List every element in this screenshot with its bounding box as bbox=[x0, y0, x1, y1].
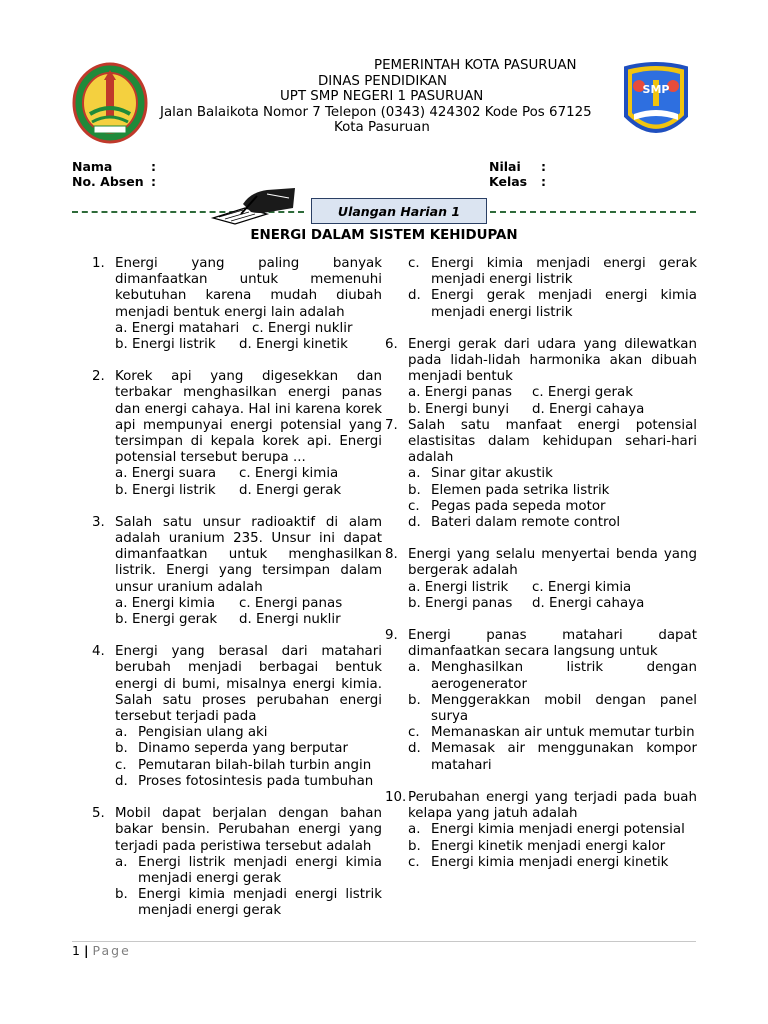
option: b. Energi bunyi bbox=[408, 401, 510, 417]
option: c. Energi kimia bbox=[239, 466, 339, 482]
questions-right-column bbox=[385, 256, 697, 871]
question-2 bbox=[92, 369, 382, 499]
header-line-5: Kota Pasuruan bbox=[334, 120, 430, 135]
option: c. Energi panas bbox=[239, 595, 343, 611]
option-a: a. Sinar gitar akustik bbox=[408, 466, 553, 482]
option-d: d. Memasak air menggunakan kompor matahari bbox=[408, 741, 697, 773]
option-c: c. Pegas pada sepeda motor bbox=[408, 498, 606, 514]
option-b: b. Energi kinetik menjadi energi kalor bbox=[408, 838, 666, 854]
option: d. Energi cahaya bbox=[532, 595, 645, 611]
divider-right bbox=[490, 211, 696, 215]
no-absen-colon: : bbox=[151, 174, 156, 189]
option: c. Energi gerak bbox=[532, 385, 634, 401]
option: a. Energi matahari bbox=[115, 320, 240, 336]
option-c: c. Energi kimia menjadi energi gerak menjadi energi listrik bbox=[408, 256, 697, 288]
question-1 bbox=[92, 256, 382, 353]
footer-separator: | bbox=[83, 943, 89, 958]
option: a. Energi suara bbox=[115, 466, 217, 482]
question-text: Energi yang selalu menyertai benda yang bergerak adalah bbox=[408, 547, 697, 579]
option-c: c. Energi kimia menjadi energi kinetik bbox=[408, 854, 669, 870]
option-a: a. Pengisian ulang aki bbox=[115, 725, 268, 741]
pasuruan-city-emblem bbox=[72, 62, 148, 144]
question-number: 3. bbox=[92, 514, 105, 530]
question-text: Energi panas matahari dapat dimanfaatkan secara langsung untuk bbox=[408, 628, 697, 660]
question-text: Salah satu unsur radioaktif di alam adalah uranium 235. Unsur ini dapat dimanfaatkan untuk menghasilkan listrik. Energi yang tersimpan dalam unsur uranium adalah bbox=[115, 514, 382, 595]
option-b: b. Energi kimia menjadi energi listrik menjadi energi gerak bbox=[115, 887, 382, 919]
header-line-2: DINAS PENDIDIKAN bbox=[318, 73, 447, 89]
header-line-1: PEMERINTAH KOTA PASURUAN bbox=[374, 58, 577, 73]
footer-rule bbox=[72, 941, 696, 942]
option-a: a. Energi listrik menjadi energi kimia menjadi energi gerak bbox=[115, 854, 382, 886]
question-number: 8. bbox=[385, 547, 398, 563]
letterhead bbox=[150, 58, 620, 136]
question-text: Korek api yang digesekkan dan terbakar menghasilkan energi panas dan energi cahaya. Hal ini karena korek api mempunyai energi potensial yang tersimpan di kepala korek api. Energi potensial tersebut berupa ... bbox=[115, 369, 382, 466]
option: d. Energi cahaya bbox=[532, 401, 645, 417]
nama-colon: : bbox=[151, 159, 156, 174]
question-10 bbox=[385, 790, 697, 871]
option: d. Energi kinetik bbox=[239, 337, 348, 353]
nilai-colon: : bbox=[541, 159, 546, 174]
question-number: 2. bbox=[92, 369, 105, 385]
option-d: d. Bateri dalam remote control bbox=[408, 515, 621, 531]
option-d: d. Proses fotosintesis pada tumbuhan bbox=[115, 773, 374, 789]
option: c. Energi kimia bbox=[532, 579, 632, 595]
option: d. Energi nuklir bbox=[239, 612, 341, 628]
option-c: c. Memanaskan air untuk memutar turbin bbox=[408, 725, 695, 741]
question-6 bbox=[385, 337, 697, 418]
exam-title: Ulangan Harian 1 bbox=[311, 198, 487, 224]
option-b: b. Menggerakkan mobil dengan panel surya bbox=[408, 692, 697, 725]
option: a. Energi kimia bbox=[115, 595, 216, 611]
option: a. Energi listrik bbox=[408, 579, 509, 595]
option-d: d. Energi gerak menjadi energi kimia menjadi energi listrik bbox=[408, 288, 697, 320]
question-5 bbox=[92, 806, 382, 919]
question-text: Energi yang berasal dari matahari berubah menjadi berbagai bentuk energi di bumi, misalnya energi kimia. Salah satu proses perubahan energi tersebut terjadi pada bbox=[115, 644, 382, 725]
writing-hand-icon bbox=[205, 184, 305, 226]
page-footer bbox=[72, 943, 131, 958]
question-text: Mobil dapat berjalan dengan bahan bakar bensin. Perubahan energi yang terjadi pada peristiwa tersebut adalah bbox=[115, 806, 382, 854]
option: b. Energi listrik bbox=[115, 482, 216, 498]
question-7 bbox=[385, 418, 697, 531]
question-4 bbox=[92, 644, 382, 790]
option: b. Energi listrik bbox=[115, 337, 216, 353]
exam-subtitle: ENERGI DALAM SISTEM KEHIDUPAN bbox=[250, 228, 518, 243]
nilai-label: Nilai bbox=[489, 159, 521, 174]
question-3 bbox=[92, 515, 382, 628]
question-number: 6. bbox=[385, 336, 398, 352]
header-line-3: UPT SMP NEGERI 1 PASURUAN bbox=[280, 89, 484, 104]
option: b. Energi panas bbox=[408, 595, 513, 611]
header-line-4: Jalan Balaikota Nomor 7 Telepon (0343) 424302 Kode Pos 67125 bbox=[160, 104, 592, 120]
question-number: 10. bbox=[385, 789, 407, 805]
option: d. Energi gerak bbox=[239, 482, 342, 498]
question-number: 4. bbox=[92, 644, 105, 660]
option-b: b. Dinamo seperda yang berputar bbox=[115, 741, 348, 757]
no-absen-label: No. Absen bbox=[72, 174, 144, 189]
option: b. Energi gerak bbox=[115, 612, 218, 628]
kelas-colon: : bbox=[541, 174, 546, 189]
question-text: Perubahan energi yang terjadi pada buah kelapa yang jatuh adalah bbox=[408, 789, 697, 822]
kelas-label: Kelas bbox=[489, 174, 528, 189]
option-c: c. Pemutaran bilah-bilah turbin angin bbox=[115, 757, 372, 773]
option-a: a. Menghasilkan listrik dengan aerogenerator bbox=[408, 660, 697, 692]
page-number: 1 bbox=[72, 943, 80, 958]
question-number: 7. bbox=[385, 417, 398, 433]
question-text: Energi yang paling banyak dimanfaatkan untuk memenuhi kebutuhan karena mudah diubah menjadi bentuk energi lain adalah bbox=[115, 256, 382, 320]
question-8 bbox=[385, 547, 697, 612]
question-number: 5. bbox=[92, 806, 105, 822]
question-9 bbox=[385, 628, 697, 774]
question-text: Salah satu manfaat energi potensial elastisitas dalam kehidupan sehari-hari adalah bbox=[408, 417, 697, 466]
option-a: a. Energi kimia menjadi energi potensial bbox=[408, 822, 685, 838]
option: a. Energi panas bbox=[408, 385, 513, 401]
school-logo-text: SMP bbox=[642, 83, 670, 96]
question-number: 9. bbox=[385, 628, 398, 644]
question-text: Energi gerak dari udara yang dilewatkan pada lidah-lidah harmonika akan dibuah menjadi bentuk bbox=[408, 336, 697, 385]
questions-left-column bbox=[92, 256, 382, 920]
option: c. Energi nuklir bbox=[252, 320, 353, 336]
nama-label: Nama bbox=[72, 159, 113, 174]
question-number: 1. bbox=[92, 256, 105, 271]
smp-school-logo bbox=[620, 58, 692, 148]
page-label: Page bbox=[92, 943, 131, 958]
question-5-continued bbox=[408, 256, 697, 321]
option-b: b. Elemen pada setrika listrik bbox=[408, 482, 610, 498]
